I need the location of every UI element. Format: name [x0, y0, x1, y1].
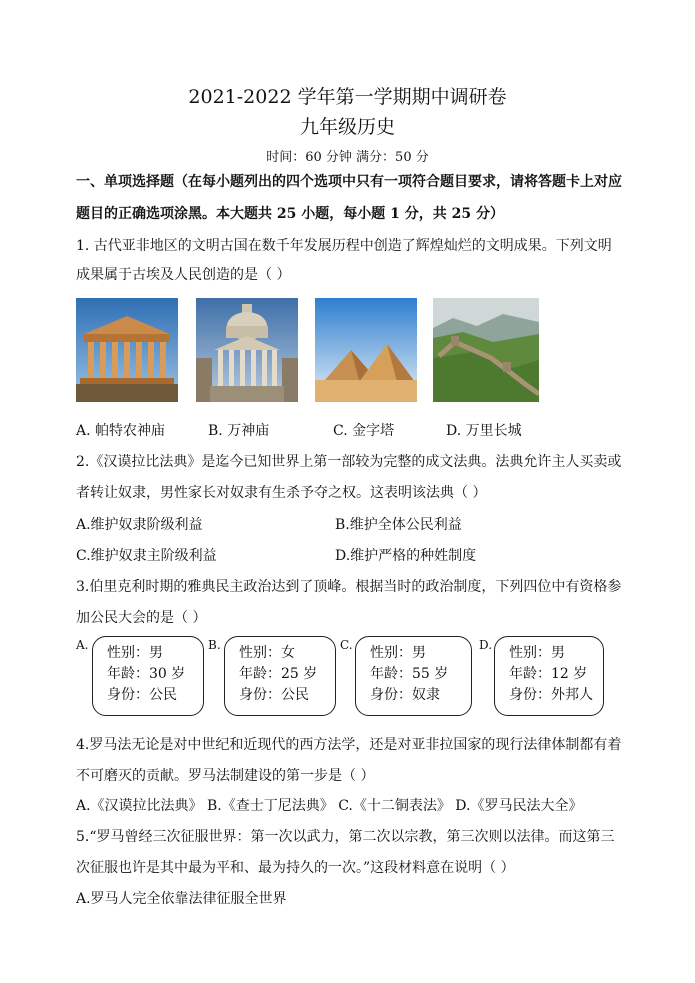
- q3-card-c-letter: C.: [340, 638, 353, 652]
- section-heading-line1: 一、单项选择题（在每小题列出的四个选项中只有一项符合题目要求，请将答题卡上对应: [76, 174, 622, 190]
- q3-card-d-identity: 身份：外邦人: [509, 687, 593, 703]
- q1-option-c[interactable]: C. 金字塔: [333, 423, 395, 439]
- exam-title: 2021-2022 学年第一学期期中调研卷: [188, 86, 507, 108]
- q5-option-a[interactable]: A.罗马人完全依靠法律征服全世界: [76, 891, 287, 907]
- q3-card-a-identity: 身份：公民: [107, 687, 177, 703]
- q3-card-b-letter: B.: [208, 638, 221, 652]
- q1-line1: 1. 古代亚非地区的文明古国在数千年发展历程中创造了辉煌灿烂的文明成果。下列文明: [76, 238, 612, 254]
- q3-card-a[interactable]: [92, 636, 204, 716]
- q1-option-a[interactable]: A. 帕特农神庙: [76, 423, 166, 439]
- q1-option-d[interactable]: D. 万里长城: [446, 423, 522, 439]
- q3-card-c-gender: 性别：男: [370, 645, 426, 661]
- q1-option-b[interactable]: B. 万神庙: [208, 423, 270, 439]
- q3-card-c-age: 年龄：55 岁: [370, 666, 449, 682]
- q3-card-c[interactable]: [355, 636, 472, 716]
- q3-card-a-age: 年龄：30 岁: [107, 666, 186, 682]
- q2-line2: 者转让奴隶，男性家长对奴隶有生杀予夺之权。这表明该法典（ ）: [76, 485, 487, 501]
- q4-line1: 4.罗马法无论是对中世纪和近现代的西方法学，还是对亚非拉国家的现行法律体制都有着: [76, 737, 622, 753]
- q2-line1: 2.《汉谟拉比法典》是迄今已知世界上第一部较为完整的成文法典。法典允许主人买卖或: [76, 454, 622, 470]
- exam-meta: 时间：60 分钟 满分：50 分: [266, 150, 429, 165]
- q2-option-d[interactable]: D.维护严格的种姓制度: [335, 548, 477, 564]
- q3-card-d[interactable]: [494, 636, 604, 716]
- q2-option-c[interactable]: C.维护奴隶主阶级利益: [76, 548, 217, 564]
- parthenon-image: [76, 298, 178, 402]
- q3-card-c-identity: 身份：奴隶: [370, 687, 440, 703]
- q3-card-b-identity: 身份：公民: [239, 687, 309, 703]
- section-heading-line2: 题目的正确选项涂黑。本大题共 25 小题，每小题 1 分，共 25 分）: [76, 206, 504, 222]
- pyramids-image: [315, 298, 417, 402]
- q3-card-b-gender: 性别：女: [239, 645, 295, 661]
- exam-subtitle: 九年级历史: [299, 116, 395, 138]
- q2-option-b[interactable]: B.维护全体公民利益: [335, 517, 462, 533]
- q3-line1: 3.伯里克利时期的雅典民主政治达到了顶峰。根据当时的政治制度，下列四位中有资格参: [76, 579, 622, 595]
- q3-card-a-letter: A.: [76, 638, 89, 652]
- q2-option-a[interactable]: A.维护奴隶阶级利益: [76, 517, 203, 533]
- q3-card-b-age: 年龄：25 岁: [239, 666, 318, 682]
- q5-line2: 次征服也许是其中最为平和、最为持久的一次。”这段材料意在说明（ ）: [76, 860, 515, 876]
- q3-card-d-gender: 性别：男: [509, 645, 565, 661]
- q3-card-d-letter: D.: [479, 638, 493, 652]
- q3-line2: 加公民大会的是（ ）: [76, 610, 207, 626]
- pantheon-image: [196, 298, 298, 402]
- q3-card-d-age: 年龄：12 岁: [509, 666, 588, 682]
- q5-line1: 5.“罗马曾经三次征服世界：第一次以武力，第二次以宗教，第三次则以法律。而这第三: [76, 829, 615, 845]
- great-wall-image: [433, 298, 539, 402]
- q4-options[interactable]: A.《汉谟拉比法典》 B.《查士丁尼法典》 C.《十二铜表法》 D.《罗马民法大全》: [76, 798, 583, 814]
- q3-card-a-gender: 性别：男: [107, 645, 163, 661]
- q1-line2: 成果属于古埃及人民创造的是（ ）: [76, 267, 291, 283]
- q4-line2: 不可磨灭的贡献。罗马法制建设的第一步是（ ）: [76, 768, 375, 784]
- q3-card-b[interactable]: [224, 636, 336, 716]
